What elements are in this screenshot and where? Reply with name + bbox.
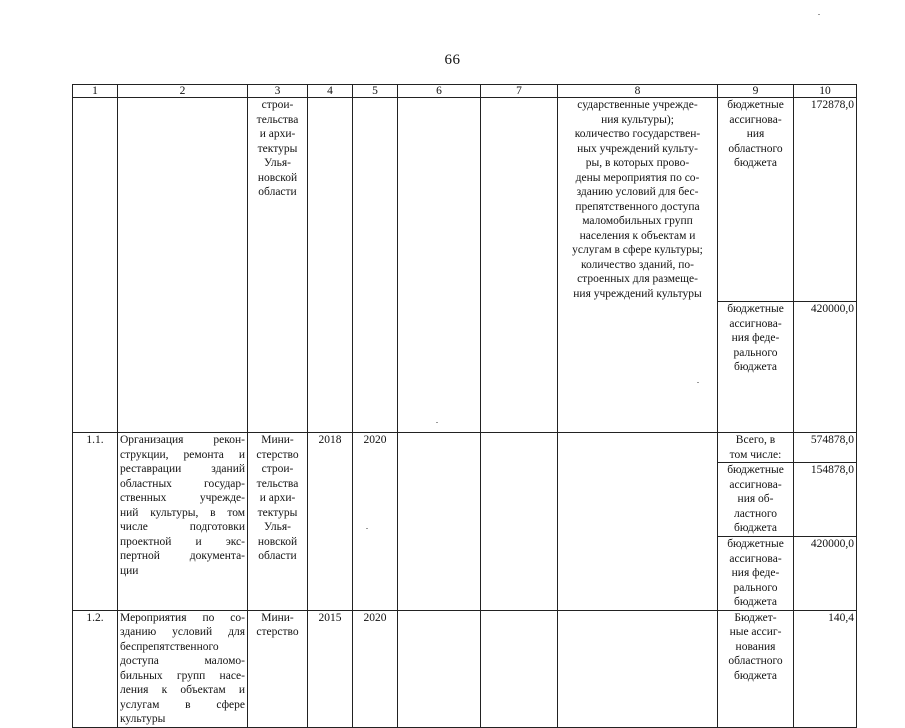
text-line: Организация рекон- [120,434,245,446]
row-number: 1.2. [73,610,118,727]
measure-name [118,610,248,727]
text-line: бюджета [734,361,777,373]
text-line: ассигнова- [729,478,782,491]
text-line: и архи- [259,128,296,140]
scan-speck [366,528,368,529]
text-line: бюджетные [727,99,784,111]
text-line: новской [257,535,298,548]
text-line: бюджетные [727,538,784,550]
row-number: 1.1. [73,433,118,611]
text-line: ных учреждений культу- [577,142,698,155]
text-line: ний культуры, в том [120,506,245,519]
text-line: тельства [256,477,299,490]
text-line: маломобильных групп [582,215,693,227]
text-line: бюджета [734,522,777,534]
text-line: ассигнова- [729,317,782,330]
funding-source-label [718,98,794,302]
text-line: Мини- [261,611,294,624]
funding-source-label [718,433,794,463]
start-year: 2018 [308,433,353,611]
text-line: ственных учрежде- [120,492,245,504]
text-line: областного [728,655,783,667]
text-line: услугам в сфере [120,698,245,711]
end-year: 2020 [353,610,398,727]
text-line: области [258,550,297,562]
text-line: Мероприятия по со- [120,611,245,624]
text-line: строи- [261,99,294,111]
text-line: Улья- [264,521,291,533]
text-line: ные ассиг- [729,626,782,638]
table-row-1-1 [73,433,857,463]
text-line: количество государствен- [574,128,701,140]
text-line: ции [120,564,139,577]
text-line: бильных групп насе- [120,669,245,682]
text-line: ния феде- [731,567,780,579]
text-line: ления к объектам и [120,684,245,696]
col-header-6: 6 [398,85,481,98]
text-line: проектной и экс- [120,535,245,548]
text-line: стерство [256,448,299,461]
col-header-9: 9 [718,85,794,98]
text-line: ния культуры); [601,113,674,126]
funding-source-label [718,537,794,611]
text-line: бюджета [734,157,777,169]
text-line: рального [733,346,778,359]
text-line: ния об- [737,493,774,505]
text-line: струкции, ремонта и [120,448,245,461]
col-header-1: 1 [73,85,118,98]
text-line: сударственные учрежде- [577,99,698,111]
text-line: рального [733,581,778,594]
executor-cell [248,610,308,727]
funding-amount: 420000,0 [794,537,857,611]
text-line: бюджета [734,669,777,682]
text-line: ния учреждений культуры [573,287,702,300]
program-table [72,84,857,728]
text-line: Мини- [261,434,294,446]
text-line: областных государ- [120,477,245,490]
page-number: 66 [444,52,461,68]
text-line: ния феде- [731,332,780,344]
text-line: тельства [256,113,299,126]
funding-amount: 420000,0 [794,302,857,433]
text-line: ния [746,128,765,140]
text-line: ассигнова- [729,113,782,126]
text-line: беспрепятственного [120,640,219,653]
text-line: строенных для размеще- [577,273,698,285]
col-header-7: 7 [481,85,558,98]
text-line: ассигнова- [729,552,782,565]
scan-speck [436,422,438,423]
col-header-4: 4 [308,85,353,98]
text-line: количество зданий, по- [580,258,694,271]
text-line: новской [257,171,298,184]
text-line: и архи- [259,492,296,504]
funding-source-label [718,610,794,727]
text-line: тектуры [257,506,298,519]
col-header-2: 2 [118,85,248,98]
funding-amount: 172878,0 [794,98,857,302]
text-line: Улья- [264,157,291,169]
funding-amount: 574878,0 [794,433,857,463]
text-line: зданию условий для бес- [576,186,699,198]
funding-source-label [718,302,794,433]
text-line: зданию условий для [120,626,245,638]
funding-source-label [718,463,794,537]
indicators-cell [558,98,718,433]
text-line: бюджетные [727,464,784,476]
text-line: Всего, в [735,434,776,446]
col-header-3: 3 [248,85,308,98]
text-line: препятственного доступа [575,200,700,213]
continuation-row [73,98,857,302]
executor-cell [248,433,308,611]
text-line: пертной документа- [120,550,245,562]
text-line: ластного [733,507,778,520]
text-line: дены мероприятия по со- [575,171,700,184]
executor-cell [248,98,308,433]
text-line: Бюджет- [734,611,777,624]
text-line: нования [735,640,776,653]
text-line: культуры [120,713,166,725]
text-line: стерство [256,626,299,638]
scan-speck [697,382,699,383]
col-header-10: 10 [794,85,857,98]
text-line: том числе: [729,448,782,461]
text-line: населения к объектам и [579,229,696,242]
text-line: доступа маломо- [120,655,245,667]
end-year: 2020 [353,433,398,611]
text-line: реставрации зданий [120,463,245,475]
text-line: услугам в сфере культуры; [572,244,703,256]
text-line: бюджетные [727,303,784,315]
text-line: ры, в которых прово- [585,157,690,169]
text-line: тектуры [257,142,298,155]
text-line: строи- [261,463,294,475]
table-row-1-2 [73,610,857,727]
text-line: бюджета [734,596,777,608]
text-line: области [258,186,297,198]
start-year: 2015 [308,610,353,727]
column-number-row [73,85,857,98]
text-line: областного [728,142,783,155]
col-header-8: 8 [558,85,718,98]
funding-amount: 154878,0 [794,463,857,537]
measure-name [118,433,248,611]
scan-speck [818,14,820,15]
funding-amount: 140,4 [794,610,857,727]
col-header-5: 5 [353,85,398,98]
text-line: числе подготовки [120,521,245,533]
